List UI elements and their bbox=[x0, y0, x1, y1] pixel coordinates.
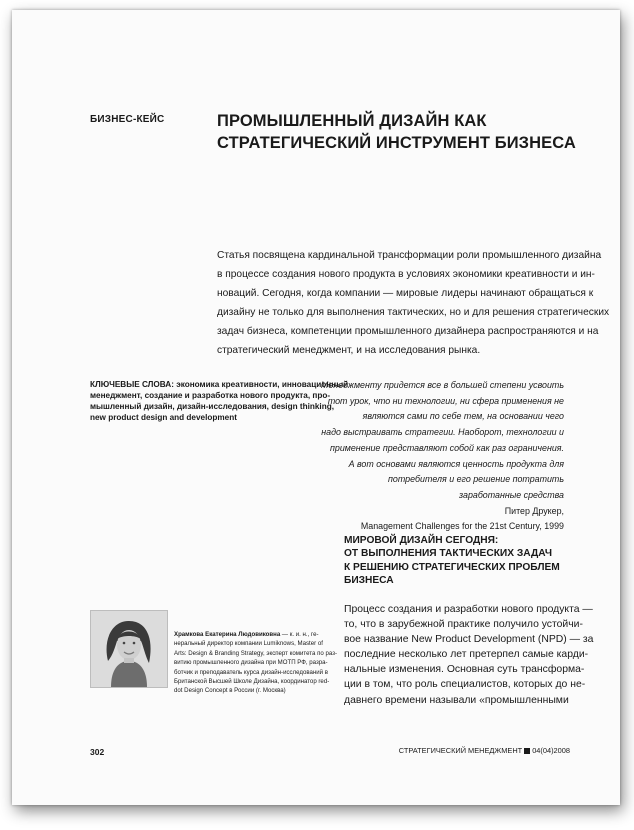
body-line: давнего времени называли «промышленными bbox=[344, 694, 569, 706]
body-line: последние несколько лет претерпел самые карди- bbox=[344, 649, 589, 661]
bio-line: Британской Высшей Школе Дизайна, координатор red- bbox=[174, 678, 330, 686]
footer-magazine bbox=[399, 746, 570, 755]
author-photo bbox=[90, 610, 168, 688]
bio-line: неральный директор компании Lumiknows, Master of bbox=[174, 640, 323, 648]
body-line: ции в том, что роль специалистов, которых до не- bbox=[344, 679, 586, 691]
article-title bbox=[217, 110, 577, 154]
abstract-line: Статья посвящена кардинальной трансформации роли промышленного дизайна bbox=[217, 250, 602, 261]
epigraph-line: являются сами по себе тем, на основании чего bbox=[362, 411, 564, 422]
abstract-line: задач бизнеса, компетенции промышленного дизайнера распространяются и на bbox=[217, 326, 599, 337]
abstract-line: в процессе создания нового продукта в условиях экономики креативности и ин- bbox=[217, 269, 595, 280]
keywords-line: КЛЮЧЕВЫЕ СЛОВА: экономика креативности, инновационный bbox=[90, 380, 349, 389]
body-line: то, что в зарубежной практике получило устойчи- bbox=[344, 619, 583, 631]
bio-line: витию промышленного дизайна при МОТП РФ, разра- bbox=[174, 659, 328, 667]
title-line: ПРОМЫШЛЕННЫЙ ДИЗАЙН КАК bbox=[217, 112, 487, 130]
body-text bbox=[344, 602, 594, 708]
bio-line: ботчик и преподаватель курса дизайн-исследований в bbox=[174, 668, 328, 676]
magazine-name: СТРАТЕГИЧЕСКИЙ МЕНЕДЖМЕНТ bbox=[398, 746, 523, 755]
epigraph-author: Питер Друкер, bbox=[504, 505, 564, 516]
title-line: СТРАТЕГИЧЕСКИЙ ИНСТРУМЕНТ БИЗНЕСА bbox=[217, 134, 576, 152]
keywords-line: мышленный дизайн, дизайн-исследования, design thinking, bbox=[90, 402, 334, 411]
body-line: вое название New Product Development (NPD) — за bbox=[344, 634, 594, 646]
author-name: Храмкова Екатерина Людовиковна bbox=[174, 631, 281, 638]
rubric-label: БИЗНЕС-КЕЙС bbox=[90, 114, 165, 125]
keywords-line: new product design and development bbox=[90, 413, 237, 422]
article-abstract bbox=[217, 246, 610, 360]
section-heading-line: ОТ ВЫПОЛНЕНИЯ ТАКТИЧЕСКИХ ЗАДАЧ bbox=[344, 548, 552, 560]
bio-line: Arts: Design & Branding Strategy, эксперт комитета по раз- bbox=[174, 649, 338, 657]
keywords-block bbox=[90, 379, 349, 423]
section-heading-line: БИЗНЕСА bbox=[344, 574, 394, 586]
section-heading-line: МИРОВОЙ ДИЗАЙН СЕГОДНЯ: bbox=[344, 535, 499, 546]
author-bio bbox=[174, 630, 344, 696]
epigraph-line: тот урок, что ни технологии, ни сфера применения не bbox=[327, 395, 564, 406]
magazine-page bbox=[12, 10, 620, 805]
bio-line bbox=[174, 630, 344, 639]
epigraph-line: надо выстраивать стратегии. Наоборот, технологии и bbox=[321, 427, 564, 438]
bio-text: — к. и. н., ге- bbox=[280, 631, 319, 638]
abstract-line: новаций. Сегодня, когда компании — мировые лидеры начинают обращаться к bbox=[217, 288, 594, 299]
epigraph-line: заработанные средства bbox=[458, 489, 564, 500]
body-line: нальные изменения. Основная суть трансформа- bbox=[344, 664, 585, 676]
bio-line: dot Design Concept в России (г. Москва) bbox=[174, 687, 286, 695]
section-heading bbox=[344, 534, 584, 587]
epigraph-line: Менеджменту придется все в большей степени усвоить bbox=[320, 380, 564, 390]
epigraph-line: применение представляют собой как раз ограничения. bbox=[330, 442, 564, 453]
epigraph-source: Management Challenges for the 21st Century, 1999 bbox=[360, 521, 564, 532]
author-portrait-image bbox=[91, 611, 167, 687]
abstract-line: дизайну не только для выполнения тактических, но и для решения стратегических bbox=[217, 307, 610, 318]
body-line: Процесс создания и разработки нового продукта — bbox=[344, 604, 593, 615]
magazine-issue: 04(04)2008 bbox=[532, 746, 570, 755]
keywords-line: менеджмент, создание и разработка нового продукта, про- bbox=[90, 391, 331, 400]
square-separator-icon bbox=[524, 748, 530, 754]
page-number: 302 bbox=[90, 747, 105, 757]
epigraph-line: А вот основами являются ценность продукта для bbox=[348, 458, 564, 469]
section-heading-line: К РЕШЕНИЮ СТРАТЕГИЧЕСКИХ ПРОБЛЕМ bbox=[344, 561, 560, 573]
epigraph bbox=[314, 378, 564, 535]
abstract-line: стратегический менеджмент, и на исследования рынка. bbox=[217, 345, 481, 356]
epigraph-line: потребителя и его решение потратить bbox=[388, 474, 564, 485]
